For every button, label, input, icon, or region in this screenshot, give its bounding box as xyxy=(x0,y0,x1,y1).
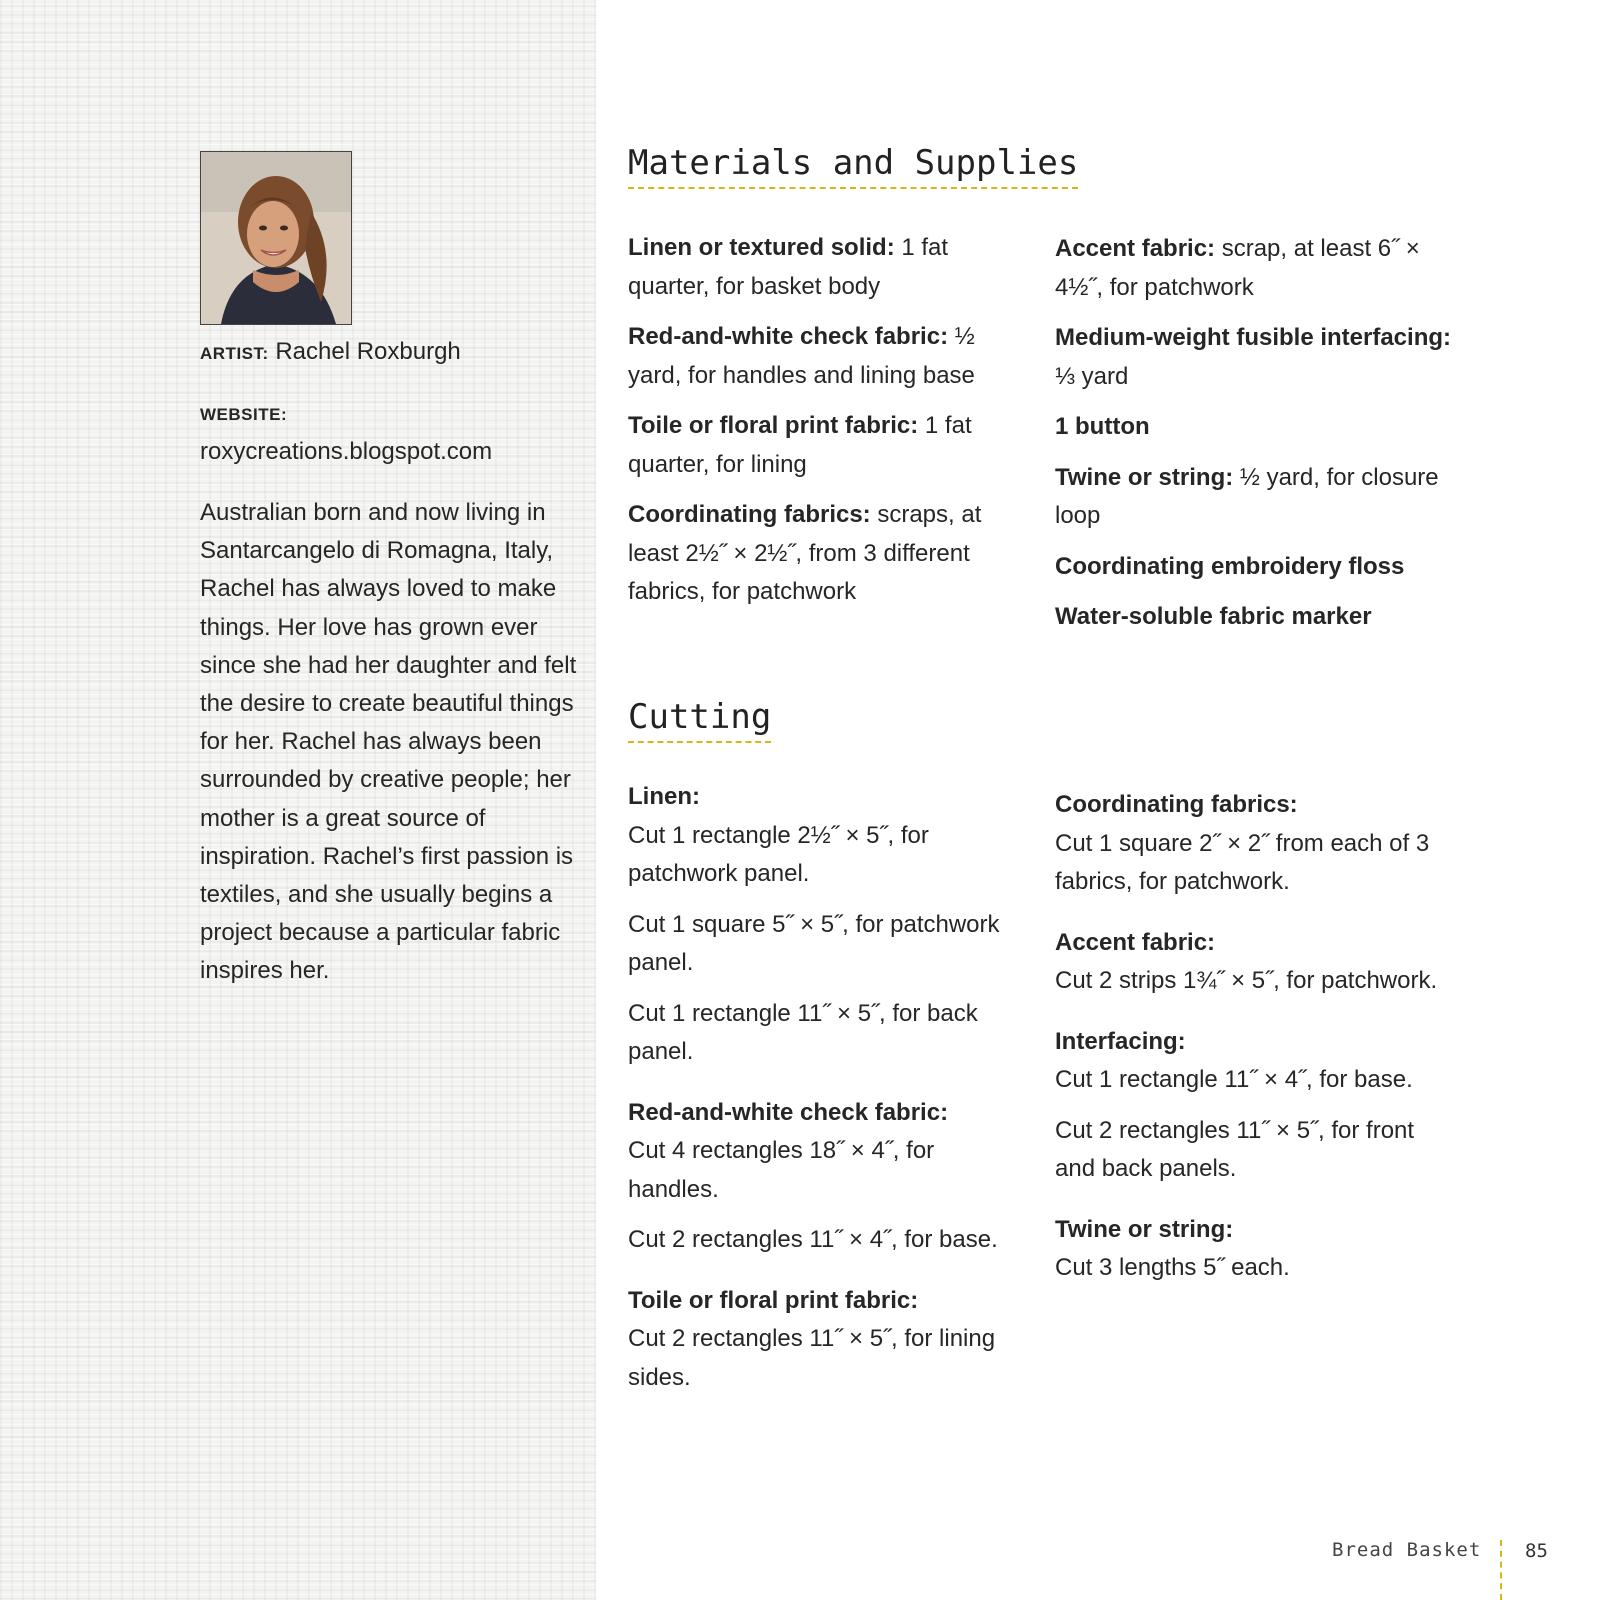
material-label: Twine or string: xyxy=(1055,463,1234,491)
cutting-instruction: Cut 1 square 2˝ × 2˝ from each of 3 fabrics, for patchwork. xyxy=(1055,829,1430,895)
cutting-heading: Cutting xyxy=(628,697,771,743)
materials-heading: Materials and Supplies xyxy=(628,143,1078,189)
materials-left-column xyxy=(628,229,1028,624)
artist-photo xyxy=(200,151,352,325)
cutting-block-title: Twine or string: xyxy=(1055,1215,1234,1243)
material-item xyxy=(628,318,1028,395)
cutting-block xyxy=(628,1282,1028,1398)
material-label: 1 button xyxy=(1055,413,1150,440)
material-label: Water-soluble fabric marker xyxy=(1055,603,1372,630)
material-item xyxy=(628,407,1028,484)
material-text: scraps, at least 2½˝ × 2½˝, from 3 different fabrics, for patchwork xyxy=(628,501,982,605)
material-text: scrap, at least 6˝ × 4½˝, for patchwork xyxy=(1055,235,1420,301)
cutting-block xyxy=(1055,1023,1455,1189)
material-label: Accent fabric: xyxy=(1055,235,1216,262)
cutting-instruction: Cut 1 square 5˝ × 5˝, for patchwork panel. xyxy=(628,910,1000,976)
artist-label: ARTIST: xyxy=(200,344,269,363)
cutting-block-title: Interfacing: xyxy=(1055,1027,1186,1055)
material-text: 1 fat quarter, for lining xyxy=(628,412,972,478)
footer-divider xyxy=(1500,1540,1502,1600)
material-item xyxy=(1055,230,1455,307)
footer-section-title: Bread Basket xyxy=(1332,1539,1482,1561)
cutting-block-title: Linen: xyxy=(628,783,700,810)
website-label: WEBSITE: xyxy=(200,405,288,424)
website-url: roxycreations.blogspot.com xyxy=(200,438,493,465)
cutting-instruction: Cut 1 rectangle 2½˝ × 5˝, for patchwork panel. xyxy=(628,821,929,887)
materials-right-column xyxy=(1055,230,1455,649)
material-text: 1 fat quarter, for basket body xyxy=(628,234,949,300)
cutting-block-title: Toile or floral print fabric: xyxy=(628,1286,919,1314)
cutting-left-column xyxy=(628,778,1028,1419)
material-label: Toile or floral print fabric: xyxy=(628,412,919,439)
cutting-instruction: Cut 1 rectangle 11˝ × 5˝, for back panel. xyxy=(628,999,978,1065)
artist-credit xyxy=(200,338,461,366)
material-item xyxy=(628,496,1028,612)
material-item xyxy=(1055,408,1455,447)
material-label: Coordinating fabrics: xyxy=(628,501,871,528)
cutting-block xyxy=(628,778,1028,1072)
material-label: Medium-weight fusible interfacing: xyxy=(1055,324,1452,351)
cutting-instruction: Cut 2 rectangles 11˝ × 4˝, for base. xyxy=(628,1226,998,1253)
cutting-block xyxy=(1055,924,1455,1001)
cutting-block-title: Accent fabric: xyxy=(1055,928,1216,956)
artist-sidebar xyxy=(0,0,596,1600)
cutting-block xyxy=(1055,1211,1455,1288)
material-item xyxy=(1055,319,1455,396)
cutting-block xyxy=(628,1094,1028,1260)
material-text: ½ yard, for closure loop xyxy=(1055,463,1439,529)
cutting-instruction: Cut 3 lengths 5˝ each. xyxy=(1055,1254,1290,1281)
cutting-instruction: Cut 1 rectangle 11˝ × 4˝, for base. xyxy=(1055,1066,1413,1093)
cutting-instruction: Cut 2 rectangles 11˝ × 5˝, for lining sides. xyxy=(628,1325,996,1391)
material-label: Coordinating embroidery floss xyxy=(1055,552,1405,580)
cutting-block xyxy=(1055,786,1455,902)
cutting-block-title: Red-and-white check fabric: xyxy=(628,1098,949,1126)
cutting-instruction: Cut 2 strips 1¾˝ × 5˝, for patchwork. xyxy=(1055,967,1438,994)
artist-portrait-image xyxy=(201,152,351,324)
artist-bio: Australian born and now living in Santarcangelo di Romagna, Italy, Rachel has always loved to make things. Her love has grown ever since she had her daughter and felt the desire to create beautiful things for her. Rachel has always been surrounded by creative people; her mother is a great source of inspiration. Rachel’s first passion is textiles, and she usually begins a project because a particular fabric inspires her. xyxy=(200,499,577,985)
page-number: 85 xyxy=(1525,1540,1548,1562)
artist-name: Rachel Roxburgh xyxy=(275,338,461,365)
material-label: Linen or textured solid: xyxy=(628,234,895,261)
cutting-right-column xyxy=(1055,786,1455,1310)
material-item xyxy=(1055,459,1455,536)
material-label: Red-and-white check fabric: xyxy=(628,323,949,350)
cutting-instruction: Cut 4 rectangles 18˝ × 4˝, for handles. xyxy=(628,1137,935,1203)
material-item xyxy=(628,229,1028,306)
material-text: ½ yard, for handles and lining base xyxy=(628,323,975,389)
cutting-block-title: Coordinating fabrics: xyxy=(1055,791,1298,818)
material-item xyxy=(1055,598,1455,637)
cutting-instruction: Cut 2 rectangles 11˝ × 5˝, for front and back panels. xyxy=(1055,1116,1415,1182)
material-item xyxy=(1055,548,1455,587)
material-text: ⅓ yard xyxy=(1055,362,1129,390)
